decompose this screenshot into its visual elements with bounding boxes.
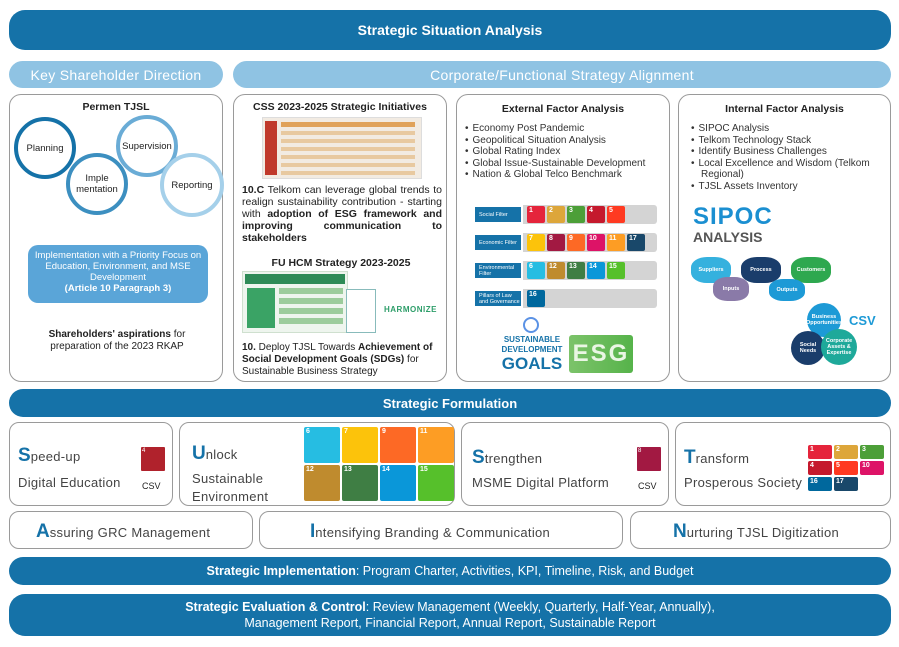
- filter-row: [473, 205, 657, 224]
- sipoc-customers: Customers: [791, 257, 831, 283]
- sdg-goal-1-icon: 1: [808, 445, 832, 459]
- assuring-letter: A: [36, 521, 50, 542]
- unlock-line3: Environment: [192, 489, 269, 504]
- sdg-goal-12-icon: 12: [547, 262, 565, 279]
- shareholder-bar: [9, 61, 223, 88]
- sdg-goal-15-icon: 15: [607, 262, 625, 279]
- corporate-title: Corporate/Functional Strategy Alignment: [430, 66, 694, 83]
- sdg-goal-10-icon: 10: [587, 234, 605, 251]
- analysis-label: ANALYSIS: [693, 229, 763, 245]
- un-emblem-icon: [523, 317, 539, 333]
- unlock-line2: Sustainable: [192, 471, 264, 486]
- harmonize-logo: HARMONIZE: [384, 305, 437, 314]
- sdg4-icon: 4: [141, 447, 165, 471]
- formulation-bar: [9, 389, 891, 417]
- cycle-reporting: Reporting: [160, 153, 224, 217]
- unlock-letter: U: [192, 443, 206, 464]
- filter-label: Social Filter: [473, 205, 523, 224]
- sdg-goal-6-icon: 6: [527, 262, 545, 279]
- corporate-bar: [233, 61, 891, 88]
- strategy-transform: [675, 422, 891, 506]
- sdg-goal-7-icon: 7: [527, 234, 545, 251]
- css-point: [242, 184, 442, 244]
- intensifying-rest: ntensifying Branding & Communication: [315, 525, 551, 540]
- transform-line2: Prosperous Society: [684, 475, 803, 490]
- external-item: • Nation & Global Telco Benchmark: [465, 169, 665, 181]
- strengthen-letter: S: [472, 447, 485, 468]
- sipoc-suppliers: Suppliers: [691, 257, 731, 283]
- sdg-goal-12-icon: 12: [304, 465, 340, 501]
- css-point-num: 10.C: [242, 184, 265, 196]
- sipoc-inputs: Inputs: [713, 277, 749, 301]
- priority-text: Implementation with a Priority Focus on Education, Environment, and MSE Development: [34, 250, 202, 283]
- sdg-goal-17-icon: 17: [627, 234, 645, 251]
- internal-item: • Local Excellence and Wisdom (Telkom Regional): [691, 158, 883, 181]
- esg-logo: ESG: [569, 335, 633, 373]
- css-document-thumbnail: [262, 117, 422, 179]
- evaluation-bar: [9, 594, 891, 636]
- sdg-goal-8-icon: 8: [547, 234, 565, 251]
- sdg-goal-4-icon: 4: [808, 461, 832, 475]
- priority-box: [28, 245, 208, 303]
- hcm-thumbnail: [242, 271, 348, 333]
- strengthen-rest: trengthen: [484, 451, 543, 466]
- external-title: External Factor Analysis: [501, 103, 625, 115]
- css-point-bold: adoption of ESG framework and improving communication to stakeholders: [242, 208, 442, 244]
- sdg-goal-17-icon: 17: [834, 477, 858, 491]
- sdg-goal-15-icon: 15: [418, 465, 454, 501]
- internal-list: [691, 123, 883, 192]
- csv-social-needs: Social Needs: [791, 331, 825, 365]
- implementation-bar: [9, 557, 891, 585]
- css-title: CSS 2023-2025 Strategic Initiatives: [253, 101, 427, 113]
- sdg-goal-9-icon: 9: [567, 234, 585, 251]
- sdg-logo: [497, 335, 567, 373]
- sdg-goal-11-icon: 11: [607, 234, 625, 251]
- strengthen-csv: CSV: [638, 481, 657, 491]
- deploy-text: Deploy TJSL Towards: [255, 342, 358, 353]
- sdg-goal-13-icon: 13: [342, 465, 378, 501]
- sdg-goal-3-icon: 3: [567, 206, 585, 223]
- unlock-rest: nlock: [205, 447, 238, 462]
- sdg-goal-5-icon: 5: [607, 206, 625, 223]
- deploy-num: 10.: [242, 342, 256, 353]
- sdg-goal-1-icon: 1: [527, 206, 545, 223]
- aspirations: [24, 329, 210, 353]
- permen-title: Permen TJSL: [82, 101, 150, 113]
- implementation-rest: : Program Charter, Activities, KPI, Timeline, Risk, and Budget: [355, 564, 694, 578]
- internal-panel: [678, 94, 891, 382]
- strengthen-line2: MSME Digital Platform: [472, 475, 610, 490]
- sdg-goal-3-icon: 3: [860, 445, 884, 459]
- transform-letter: T: [684, 447, 696, 468]
- sdg-goal-16-icon: 16: [527, 290, 545, 307]
- deploy-bold: Achievement of Social Development Goals (SDGs): [242, 342, 433, 365]
- strategy-unlock: [179, 422, 455, 506]
- csv-corporate-assets: Corporate Assets & Expertise: [821, 329, 857, 365]
- speed-letter: S: [18, 445, 31, 466]
- header-title: Strategic Situation Analysis: [357, 22, 543, 38]
- deploy-point: [242, 342, 442, 378]
- sipoc-outputs: Outputs: [769, 279, 805, 301]
- external-panel: [456, 94, 670, 382]
- strategy-nurturing: [630, 511, 891, 549]
- filter-label: Pillars of Law and Governance: [473, 289, 523, 308]
- sdg-goal-4-icon: 4: [587, 206, 605, 223]
- assuring-rest: ssuring GRC Management: [49, 525, 211, 540]
- formulation-title: Strategic Formulation: [382, 395, 518, 411]
- external-list: [465, 123, 665, 181]
- sdg-goal-13-icon: 13: [567, 262, 585, 279]
- deploy-rest: for Sustainable Business Strategy: [242, 354, 419, 377]
- sdg-goal-7-icon: 7: [342, 427, 378, 463]
- speed-csv: CSV: [142, 481, 161, 491]
- aspirations-rest: for preparation of the 2023 RKAP: [50, 329, 186, 352]
- filter-label: Environmental Filter: [473, 261, 523, 280]
- css-point-text: Telkom can leverage global trends to realign sustainability contribution - starting with: [242, 184, 442, 220]
- csv-label: CSV: [849, 313, 876, 328]
- external-item: • Global Rating Index: [465, 146, 665, 158]
- internal-item: • TJSL Assets Inventory: [691, 181, 883, 193]
- sdg-logo-1: SUSTAINABLE: [503, 335, 561, 344]
- evaluation-bold: Strategic Evaluation & Control: [185, 600, 366, 614]
- cycle-planning: Planning: [14, 117, 76, 179]
- header-bar: [9, 10, 891, 50]
- sdg-goal-16-icon: 16: [808, 477, 832, 491]
- css-panel: [233, 94, 447, 382]
- priority-ref: (Article 10 Paragraph 3): [64, 283, 172, 294]
- nurturing-letter: N: [673, 521, 687, 542]
- cycle-implementation: Imple mentation: [66, 153, 128, 215]
- strategy-assuring: [9, 511, 253, 549]
- implementation-bold: Strategic Implementation: [206, 564, 356, 578]
- internal-item: • Telkom Technology Stack: [691, 135, 883, 147]
- sdg-goal-2-icon: 2: [547, 206, 565, 223]
- hcm-thumbnail-2: [346, 289, 376, 333]
- hcm-title: FU HCM Strategy 2023-2025: [271, 257, 411, 269]
- csv-business-opportunities: Business Opportunities: [807, 303, 841, 337]
- sdg-goal-9-icon: 9: [380, 427, 416, 463]
- shareholder-title: Key Shareholder Direction: [30, 66, 202, 83]
- strategy-intensifying: [259, 511, 623, 549]
- speed-line2: Digital Education: [18, 475, 121, 490]
- internal-title: Internal Factor Analysis: [725, 103, 844, 115]
- filter-row: [473, 261, 657, 280]
- sdg-goal-14-icon: 14: [587, 262, 605, 279]
- sipoc-logo: SIPOC: [693, 203, 773, 230]
- evaluation-rest: : Review Management (Weekly, Quarterly, Half-Year, Annually),: [365, 600, 715, 614]
- strategy-strengthen: [461, 422, 669, 506]
- sdg-goal-2-icon: 2: [834, 445, 858, 459]
- filter-row: [473, 289, 657, 308]
- sdg8-icon: 8: [637, 447, 661, 471]
- external-item: • Geopolitical Situation Analysis: [465, 135, 665, 147]
- strategy-speed-up: [9, 422, 173, 506]
- internal-item: • SIPOC Analysis: [691, 123, 883, 135]
- filter-label: Economic Filter: [473, 233, 523, 252]
- filter-row: [473, 233, 657, 252]
- sdg-goal-10-icon: 10: [860, 461, 884, 475]
- sipoc-process: Process: [741, 257, 781, 283]
- sdg-goal-6-icon: 6: [304, 427, 340, 463]
- sdg-goal-11-icon: 11: [418, 427, 454, 463]
- aspirations-bold: Shareholders' aspirations: [48, 329, 171, 340]
- internal-item: • Identify Business Challenges: [691, 146, 883, 158]
- sdg-logo-2: DEVELOPMENT: [501, 345, 563, 354]
- nurturing-rest: urturing TJSL Digitization: [686, 525, 840, 540]
- transform-rest: ransform: [695, 451, 750, 466]
- evaluation-line2: Management Report, Financial Report, Annual Report, Sustainable Report: [244, 616, 656, 630]
- sdg-goal-5-icon: 5: [834, 461, 858, 475]
- speed-rest: peed-up: [30, 449, 81, 464]
- sdg-logo-3: GOALS: [501, 354, 563, 373]
- sdg-goal-14-icon: 14: [380, 465, 416, 501]
- cycle-supervision: Supervision: [116, 115, 178, 177]
- external-item: • Economy Post Pandemic: [465, 123, 665, 135]
- external-item: • Global Issue-Sustainable Development: [465, 158, 665, 170]
- permen-panel: [9, 94, 223, 382]
- intensifying-letter: I: [310, 521, 316, 542]
